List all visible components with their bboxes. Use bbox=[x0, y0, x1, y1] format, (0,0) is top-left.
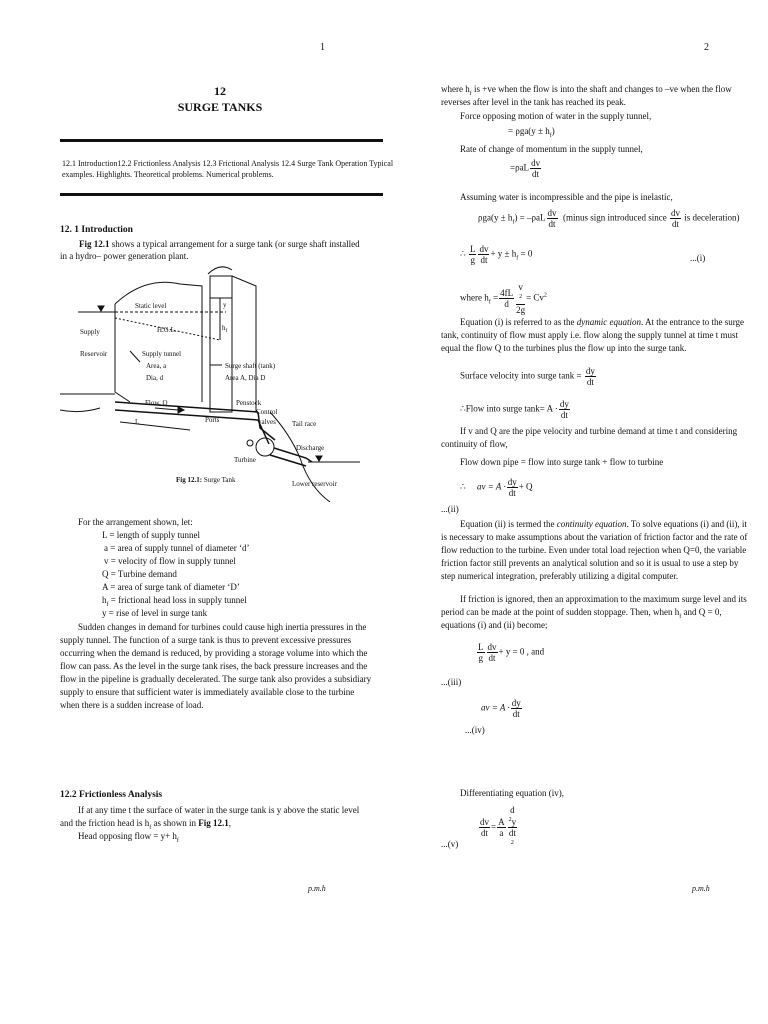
def-q: Q = Turbine demand bbox=[102, 569, 177, 579]
section-heading-intro: 12. 1 Introduction bbox=[60, 225, 133, 235]
def-y: y = rise of level in surge tank bbox=[102, 608, 208, 618]
equation: ∴ $\frac{L}{g}$ $\frac{dv}{dt}$ + $y \pm h_f = 0$ bbox=[460, 244, 533, 265]
body-line: flow in the pipeline is gradually decelerated. The surge tank also provides a subsidiary bbox=[60, 674, 372, 684]
label-supply: Supply bbox=[80, 328, 100, 336]
body-line: and the friction head is $h_f$ as shown in Fig 12.1, bbox=[60, 818, 231, 831]
body-line: when there is a sudden increase of load. bbox=[60, 700, 204, 710]
equation-number: ...(ii) bbox=[441, 504, 459, 514]
label-turbine: Turbine bbox=[234, 456, 256, 464]
body-line: Equation (ii) is termed the continuity equation. To solve equations (i) and (ii), it bbox=[460, 519, 747, 529]
surge-shaft bbox=[210, 276, 232, 412]
body-line: equations (i) and (ii) become; bbox=[441, 620, 548, 630]
equation: $\frac{L}{g}$ $\frac{dv}{dt}$ + y = 0 , and bbox=[478, 642, 545, 663]
reservoir-wall bbox=[115, 304, 130, 402]
label-y: y bbox=[223, 301, 227, 309]
page-number-right: 2 bbox=[704, 42, 709, 53]
body-line: friction factor still prevents an analytical solution and so it is usual to use a step by bbox=[441, 558, 739, 568]
body-line: reverses after level in the tank has reached its peak. bbox=[441, 97, 626, 107]
control-valve bbox=[247, 440, 253, 446]
toc-line: 12.1 Introduction12.2 Frictionless Analysis 12.3 Frictional Analysis 12.4 Surge Tank Operation Typical bbox=[62, 159, 394, 168]
body-line: Sudden changes in demand for turbines could cause high inertia pressures in the bbox=[78, 622, 367, 632]
body-line: tank, continuity of flow must apply i.e. flow along the supply tunnel at time t must bbox=[441, 330, 738, 340]
intro-line bbox=[79, 238, 360, 251]
body-line: Equation (i) is referred to as the dynamic equation. At the entrance to the surge bbox=[460, 317, 745, 327]
leader-supply-tunnel bbox=[130, 351, 140, 362]
body-line: Differentiating equation (iv), bbox=[460, 788, 565, 798]
chapter-title: SURGE TANKS bbox=[177, 100, 263, 114]
label-control: Control bbox=[256, 408, 278, 416]
def-l: L = length of supply tunnel bbox=[102, 530, 200, 540]
body-line: Assuming water is incompressible and the pipe is inelastic, bbox=[460, 192, 673, 202]
surge-tank-figure bbox=[60, 262, 380, 502]
equation: = $\rho ga(y \pm h_f)$ bbox=[508, 126, 555, 139]
equation: ∴ av = A · $\frac{dy}{dt}$ + Q bbox=[460, 477, 533, 498]
body-line: where $h_f$ is +ve when the flow is into the shaft and changes to –ve when the flow bbox=[441, 84, 732, 97]
label-discharge: Discharge bbox=[296, 444, 325, 452]
arrangement-intro: For the arrangement shown, let: bbox=[78, 517, 193, 527]
label-valves: valves bbox=[258, 418, 276, 426]
label-area-dia: Area A, Dia D bbox=[225, 374, 266, 382]
hill-profile bbox=[115, 282, 180, 304]
def-a-tank: A = area of surge tank of diameter ‘D’ bbox=[102, 582, 240, 592]
top-rule bbox=[60, 139, 383, 142]
equation: Surface velocity into surge tank = $\frac{dy}{dt}$ bbox=[460, 366, 595, 387]
bottom-rule bbox=[60, 193, 383, 196]
equation-number: ...(iii) bbox=[441, 677, 462, 687]
right-hill bbox=[232, 276, 256, 412]
chapter-number: 12 bbox=[214, 84, 226, 98]
label-hgl: H.G.L. bbox=[157, 326, 177, 334]
body-line: occurring when the demand is reduced, by providing a storage volume into which the bbox=[60, 648, 368, 658]
body-line: equal the flow Q to the turbines plus the flow up into the surge tank. bbox=[441, 343, 687, 353]
equation-number: ...(iv) bbox=[465, 725, 485, 735]
label-dia-d: Dia, d bbox=[146, 374, 164, 382]
body-line: Flow down pipe = flow into surge tank + flow to turbine bbox=[460, 457, 664, 467]
def-v: v = velocity of flow in supply tunnel bbox=[104, 556, 236, 566]
label-surge-shaft: Surge shaft (tank) bbox=[225, 362, 276, 370]
label-reservoir: Reservoir bbox=[80, 350, 108, 358]
signature-left: p.m.h bbox=[308, 884, 326, 893]
hill-right bbox=[180, 284, 202, 402]
page-number-left: 1 bbox=[320, 42, 325, 53]
body-line: If friction is ignored, then an approximation to the maximum surge level and its bbox=[460, 594, 747, 604]
body-line: Rate of change of momentum in the supply tunnel, bbox=[460, 144, 643, 154]
intro-line-text: shows a typical arrangement for a surge tank (or surge shaft installed bbox=[109, 239, 360, 249]
body-line: step numerical integration, preferably utilizing a digital computer. bbox=[441, 571, 679, 581]
lower-level-marker bbox=[316, 456, 322, 461]
label-l: L bbox=[135, 418, 140, 426]
label-ports: Ports bbox=[205, 416, 220, 424]
label-lower-reservoir: Lower reservoir bbox=[292, 480, 337, 488]
body-line: flow can pass. As the level in the surge tank rises, the back pressure increases and the bbox=[60, 661, 368, 671]
body-line: If v and Q are the pipe velocity and turbine demand at time t and considering bbox=[460, 426, 738, 436]
equation: $\frac{dv}{dt}$ = $\frac{A}{a}$ d $^2$y dt $^2$ bbox=[480, 805, 517, 846]
flow-arrow-head bbox=[178, 407, 184, 413]
body-line: supply tunnel. The function of a surge tank is thus to prevent excessive pressures bbox=[60, 635, 352, 645]
body-line: flow reduction to the turbine. Even under total load rejection when Q=0, the variable bbox=[441, 545, 747, 555]
length-dimension bbox=[120, 422, 190, 430]
equation: $\rho ga(y \pm h_f) = -\rho aL$ $\frac{dv}{dt}$ (minus sign introduced since $\frac{dv}{dt}$ is deceleration) bbox=[478, 208, 740, 229]
signature-right: p.m.h bbox=[692, 884, 710, 893]
flow-arrow bbox=[155, 408, 178, 410]
body-line: is necessary to make assumptions about the variation of friction factor and the rate of bbox=[441, 532, 748, 542]
water-level-marker bbox=[98, 306, 104, 311]
body-line: Force opposing motion of water in the supply tunnel, bbox=[460, 111, 652, 121]
fig-ref: Fig 12.1 bbox=[79, 239, 110, 249]
body-line: Head opposing flow = $y+ h_f$ bbox=[78, 831, 179, 844]
equation-number: ...(v) bbox=[441, 839, 459, 849]
label-penstock: Penstock bbox=[236, 399, 262, 407]
body-line: period can be made at the point of sudden stoppage. Then, when $h_f$ and Q = 0, bbox=[441, 607, 722, 620]
body-line: supply to ensure that sufficient water is immediately available close to the turbine bbox=[60, 687, 355, 697]
toc-line: examples. Highlights. Theoretical problems. Numerical problems. bbox=[62, 170, 274, 179]
figure-caption: Fig 12.1: Surge Tank bbox=[176, 476, 236, 484]
equation: ∴Flow into surge tank= A · $\frac{dy}{dt}$ bbox=[460, 399, 569, 420]
equation-number: ...(i) bbox=[690, 253, 706, 263]
turbine-circle bbox=[256, 438, 274, 456]
label-static-level: Static level bbox=[135, 302, 167, 310]
body-line: continuity of flow, bbox=[441, 439, 508, 449]
label-flow-q: Flow, Q bbox=[145, 399, 168, 407]
def-a: a = area of supply tunnel of diameter ‘d’ bbox=[104, 543, 250, 553]
label-hf: $h_f$ bbox=[222, 324, 228, 334]
equation: av = A · $\frac{dy}{dt}$ bbox=[481, 698, 521, 719]
left-ground-hatch bbox=[60, 408, 100, 412]
label-tail-race: Tail race bbox=[292, 420, 317, 428]
intro-line: in a hydro– power generation plant. bbox=[60, 251, 189, 261]
section-heading-frictionless: 12.2 Frictionless Analysis bbox=[60, 790, 163, 800]
equation: where $h_f$ = $\frac{4fL}{d}$ v $^2$ 2g = $Cv^2$ bbox=[460, 282, 547, 315]
def-hf: $h_f$ = frictional head loss in supply tunnel bbox=[102, 595, 247, 608]
table-of-contents bbox=[62, 158, 394, 180]
equation: =ρaL $\frac{dv}{dt}$ bbox=[510, 158, 541, 179]
label-area-a: Area, a bbox=[146, 362, 167, 370]
body-line: If at any time t the surface of water in the surge tank is y above the static level bbox=[78, 805, 360, 815]
label-supply-tunnel: Supply tunnel bbox=[142, 350, 182, 358]
shaft-cap bbox=[208, 267, 232, 274]
